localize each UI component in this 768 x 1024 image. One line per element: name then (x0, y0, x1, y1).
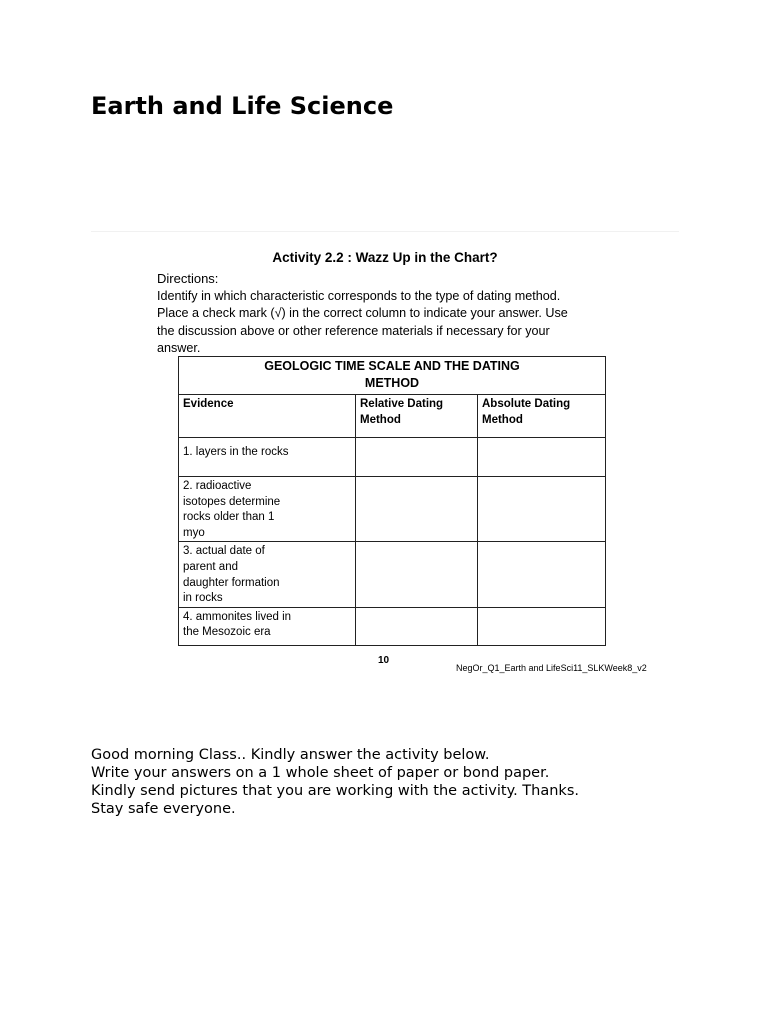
worksheet-image (91, 231, 679, 684)
directions-line: Place a check mark (√) in the correct column to indicate your answer. Use (157, 306, 568, 321)
evidence-line: 4. ammonites lived in (183, 610, 292, 623)
evidence-line: in rocks (183, 592, 223, 605)
header-absolute-dating (478, 395, 606, 438)
dating-method-table (178, 356, 606, 646)
evidence-line: 2. radioactive (183, 480, 252, 492)
relative-answer-cell (356, 438, 478, 477)
evidence-cell (179, 438, 356, 477)
header-evidence-label: Evidence (183, 398, 234, 410)
absolute-answer-cell (478, 607, 606, 645)
evidence-line: daughter formation (183, 576, 280, 589)
evidence-cell (179, 607, 356, 645)
table-header-row (179, 395, 606, 438)
evidence-line: the Mesozoic era (183, 626, 271, 639)
directions-line: answer. (157, 340, 201, 355)
class-message (91, 746, 579, 818)
message-line: Kindly send pictures that you are working with the activity. Thanks. (91, 783, 579, 799)
relative-answer-cell (356, 477, 478, 542)
table-caption-row (179, 357, 606, 395)
message-line: Good morning Class.. Kindly answer the activity below. (91, 747, 490, 763)
page-number: 10 (378, 655, 390, 666)
relative-answer-cell (356, 542, 478, 607)
message-line: Stay safe everyone. (91, 801, 236, 817)
activity-title: Activity 2.2 : Wazz Up in the Chart? (272, 250, 498, 265)
directions-line: Identify in which characteristic corresponds to the type of dating method. (157, 289, 561, 303)
header-line: Absolute Dating (482, 398, 571, 410)
directions-text (157, 288, 627, 357)
header-evidence (179, 395, 356, 438)
evidence-line: isotopes determine (183, 495, 281, 508)
directions-line: the discussion above or other reference materials if necessary for your (157, 323, 550, 338)
evidence-line: myo (183, 526, 205, 539)
header-line: Method (360, 413, 401, 426)
evidence-line: rocks older than 1 (183, 511, 275, 524)
absolute-answer-cell (478, 477, 606, 542)
evidence-line: 3. actual date of (183, 545, 265, 558)
table-row (179, 542, 606, 607)
page-title: Earth and Life Science (91, 92, 394, 120)
caption-line: GEOLOGIC TIME SCALE AND THE DATING (264, 359, 520, 373)
absolute-answer-cell (478, 542, 606, 607)
table-caption (179, 357, 606, 395)
message-line: Write your answers on a 1 whole sheet of paper or bond paper. (91, 765, 550, 781)
header-line: Method (482, 413, 523, 426)
relative-answer-cell (356, 607, 478, 645)
footer-code: NegOr_Q1_Earth and LifeSci11_SLKWeek8_v2 (456, 663, 647, 673)
directions-label: Directions: (157, 271, 219, 286)
evidence-cell (179, 542, 356, 607)
header-line: Relative Dating (360, 398, 444, 410)
evidence-cell (179, 477, 356, 542)
absolute-answer-cell (478, 438, 606, 477)
caption-line: METHOD (364, 376, 420, 390)
header-relative-dating (356, 395, 478, 438)
table-row (179, 607, 606, 645)
table-row (179, 438, 606, 477)
evidence-line: parent and (183, 560, 238, 573)
evidence-line: 1. layers in the rocks (183, 446, 289, 458)
table-row (179, 477, 606, 542)
